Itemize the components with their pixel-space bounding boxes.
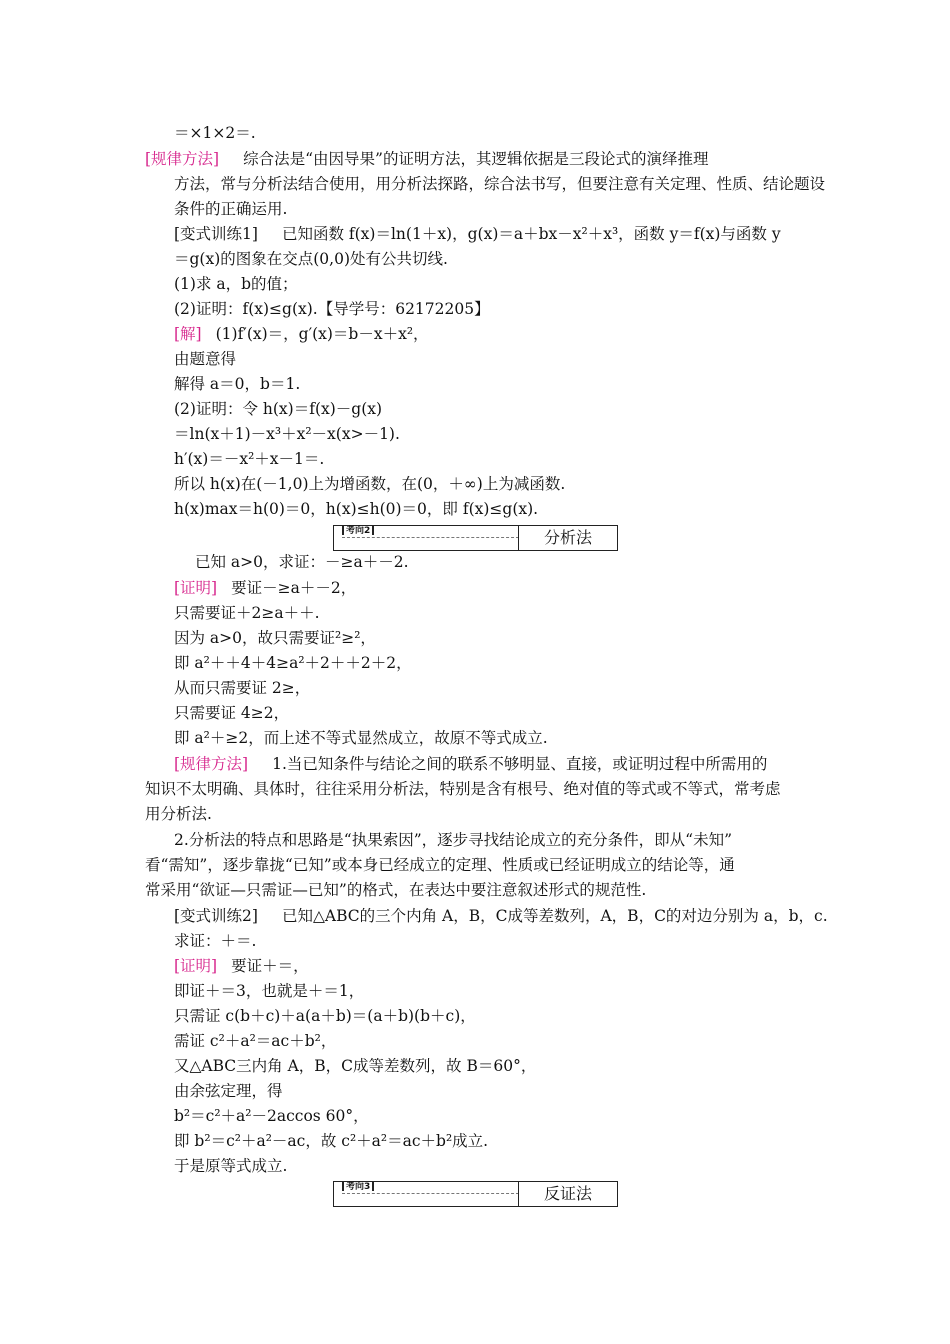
text-line: ＝×1×2＝. bbox=[174, 124, 256, 142]
method-label: [规律方法] bbox=[174, 755, 249, 773]
method-paragraph: [规律方法] 1.当已知条件与结论之间的联系不够明显、直接，或证明过程中所需用的 bbox=[174, 755, 768, 773]
text-line: (1)求 a，b的值； bbox=[174, 275, 298, 293]
text-line: ＝g(x)的图象在交点(0,0)处有公共切线. bbox=[174, 250, 448, 268]
section-title: 分析法 bbox=[543, 528, 592, 547]
text-line: 因为 a>0，故只需要证²≥²， bbox=[174, 629, 376, 647]
section-header-analysis bbox=[333, 525, 618, 551]
solution-paragraph: [解] (1)f′(x)＝，g′(x)＝b－x＋x²， bbox=[174, 325, 429, 343]
text-line: 求证：＋＝. bbox=[174, 932, 257, 950]
text-line: 即 a²＋＋4＋4≥a²＋2＋＋2＋2， bbox=[174, 654, 412, 672]
exercise-label: [变式训练2] bbox=[174, 907, 258, 925]
problem-statement: 已知 a>0，求证：－≥a＋－2. bbox=[195, 553, 409, 571]
method-label: [规律方法] bbox=[145, 150, 220, 168]
section-header-contradiction bbox=[333, 1181, 618, 1207]
text-line: 看“需知”，逐步靠拢“已知”或本身已经成立的定理、性质或已经证明成立的结论等，通 bbox=[145, 856, 735, 874]
exercise-label: [变式训练1] bbox=[174, 225, 258, 243]
text-line: 只需要证＋2≥a＋＋. bbox=[174, 604, 320, 622]
text-line: 只需证 c(b＋c)＋a(a＋b)＝(a＋b)(b＋c)， bbox=[174, 1007, 476, 1025]
text-line: 由题意得 bbox=[174, 350, 237, 368]
text-line: ＝ln(x＋1)－x³＋x²－x(x>－1). bbox=[174, 425, 400, 443]
text-line: 又△ABC三内角 A，B，C成等差数列，故 B＝60°， bbox=[174, 1057, 537, 1075]
text-line: 所以 h(x)在(－1,0)上为增函数，在(0，＋∞)上为减函数. bbox=[174, 475, 566, 493]
text-line: 即证＋＝3，也就是＋＝1， bbox=[174, 982, 365, 1000]
exercise-paragraph: [变式训练2] 已知△ABC的三个内角 A，B，C成等差数列，A，B，C的对边分别为 a，b，c. bbox=[174, 907, 828, 925]
section-title: 反证法 bbox=[543, 1184, 592, 1203]
proof-paragraph: [证明] 要证－≥a＋－2， bbox=[174, 579, 357, 597]
text-line: h(x)max＝h(0)＝0，h(x)≤h(0)＝0，即 f(x)≤g(x). bbox=[174, 500, 539, 518]
solution-label: [解] bbox=[174, 325, 202, 343]
section-tag: 考向3 bbox=[340, 1182, 376, 1192]
text-line: 用分析法. bbox=[145, 805, 212, 823]
text-line: (2)证明：f(x)≤g(x).【导学号：62172205】 bbox=[174, 300, 490, 318]
text-line: 由余弦定理，得 bbox=[174, 1082, 283, 1100]
text-line: 常采用“欲证—只需证—已知”的格式，在表达中要注意叙述形式的规范性. bbox=[145, 881, 647, 899]
text-line: 于是原等式成立. bbox=[174, 1157, 288, 1175]
text-line: 从而只需要证 2≥， bbox=[174, 679, 311, 697]
text-line: 方法，常与分析法结合使用，用分析法探路，综合法书写，但要注意有关定理、性质、结论题设 bbox=[174, 175, 826, 193]
section-tag: 考向2 bbox=[340, 526, 376, 536]
text-line: 条件的正确运用. bbox=[174, 200, 288, 218]
text-line: 解得 a＝0，b＝1. bbox=[174, 375, 301, 393]
text-line: 即 a²＋≥2，而上述不等式显然成立，故原不等式成立. bbox=[174, 729, 548, 747]
method-paragraph: [规律方法] 综合法是“由因导果”的证明方法，其逻辑依据是三段论式的演绎推理 bbox=[145, 150, 709, 168]
text-line: 2.分析法的特点和思路是“执果索因”，逐步寻找结论成立的充分条件，即从“未知” bbox=[174, 831, 732, 849]
proof-label: [证明] bbox=[174, 579, 218, 597]
text-line: 需证 c²＋a²＝ac＋b²， bbox=[174, 1032, 337, 1050]
text-line: 知识不太明确、具体时，往往采用分析法，特别是含有根号、绝对值的等式或不等式，常考虑 bbox=[145, 780, 781, 798]
text-line: (2)证明：令 h(x)＝f(x)－g(x) bbox=[174, 400, 383, 418]
exercise-paragraph: [变式训练1] 已知函数 f(x)＝ln(1＋x)，g(x)＝a＋bx－x²＋x³，函数 y＝f(x)与函数 y bbox=[174, 225, 781, 243]
text-line: b²＝c²＋a²－2accos 60°， bbox=[174, 1107, 369, 1125]
proof-label: [证明] bbox=[174, 957, 218, 975]
text-line: h′(x)＝－x²＋x－1＝. bbox=[174, 450, 325, 468]
text-line: 只需要证 4≥2， bbox=[174, 704, 290, 722]
proof-paragraph: [证明] 要证＋＝， bbox=[174, 957, 309, 975]
text-line: 即 b²＝c²＋a²－ac，故 c²＋a²＝ac＋b²成立. bbox=[174, 1132, 489, 1150]
